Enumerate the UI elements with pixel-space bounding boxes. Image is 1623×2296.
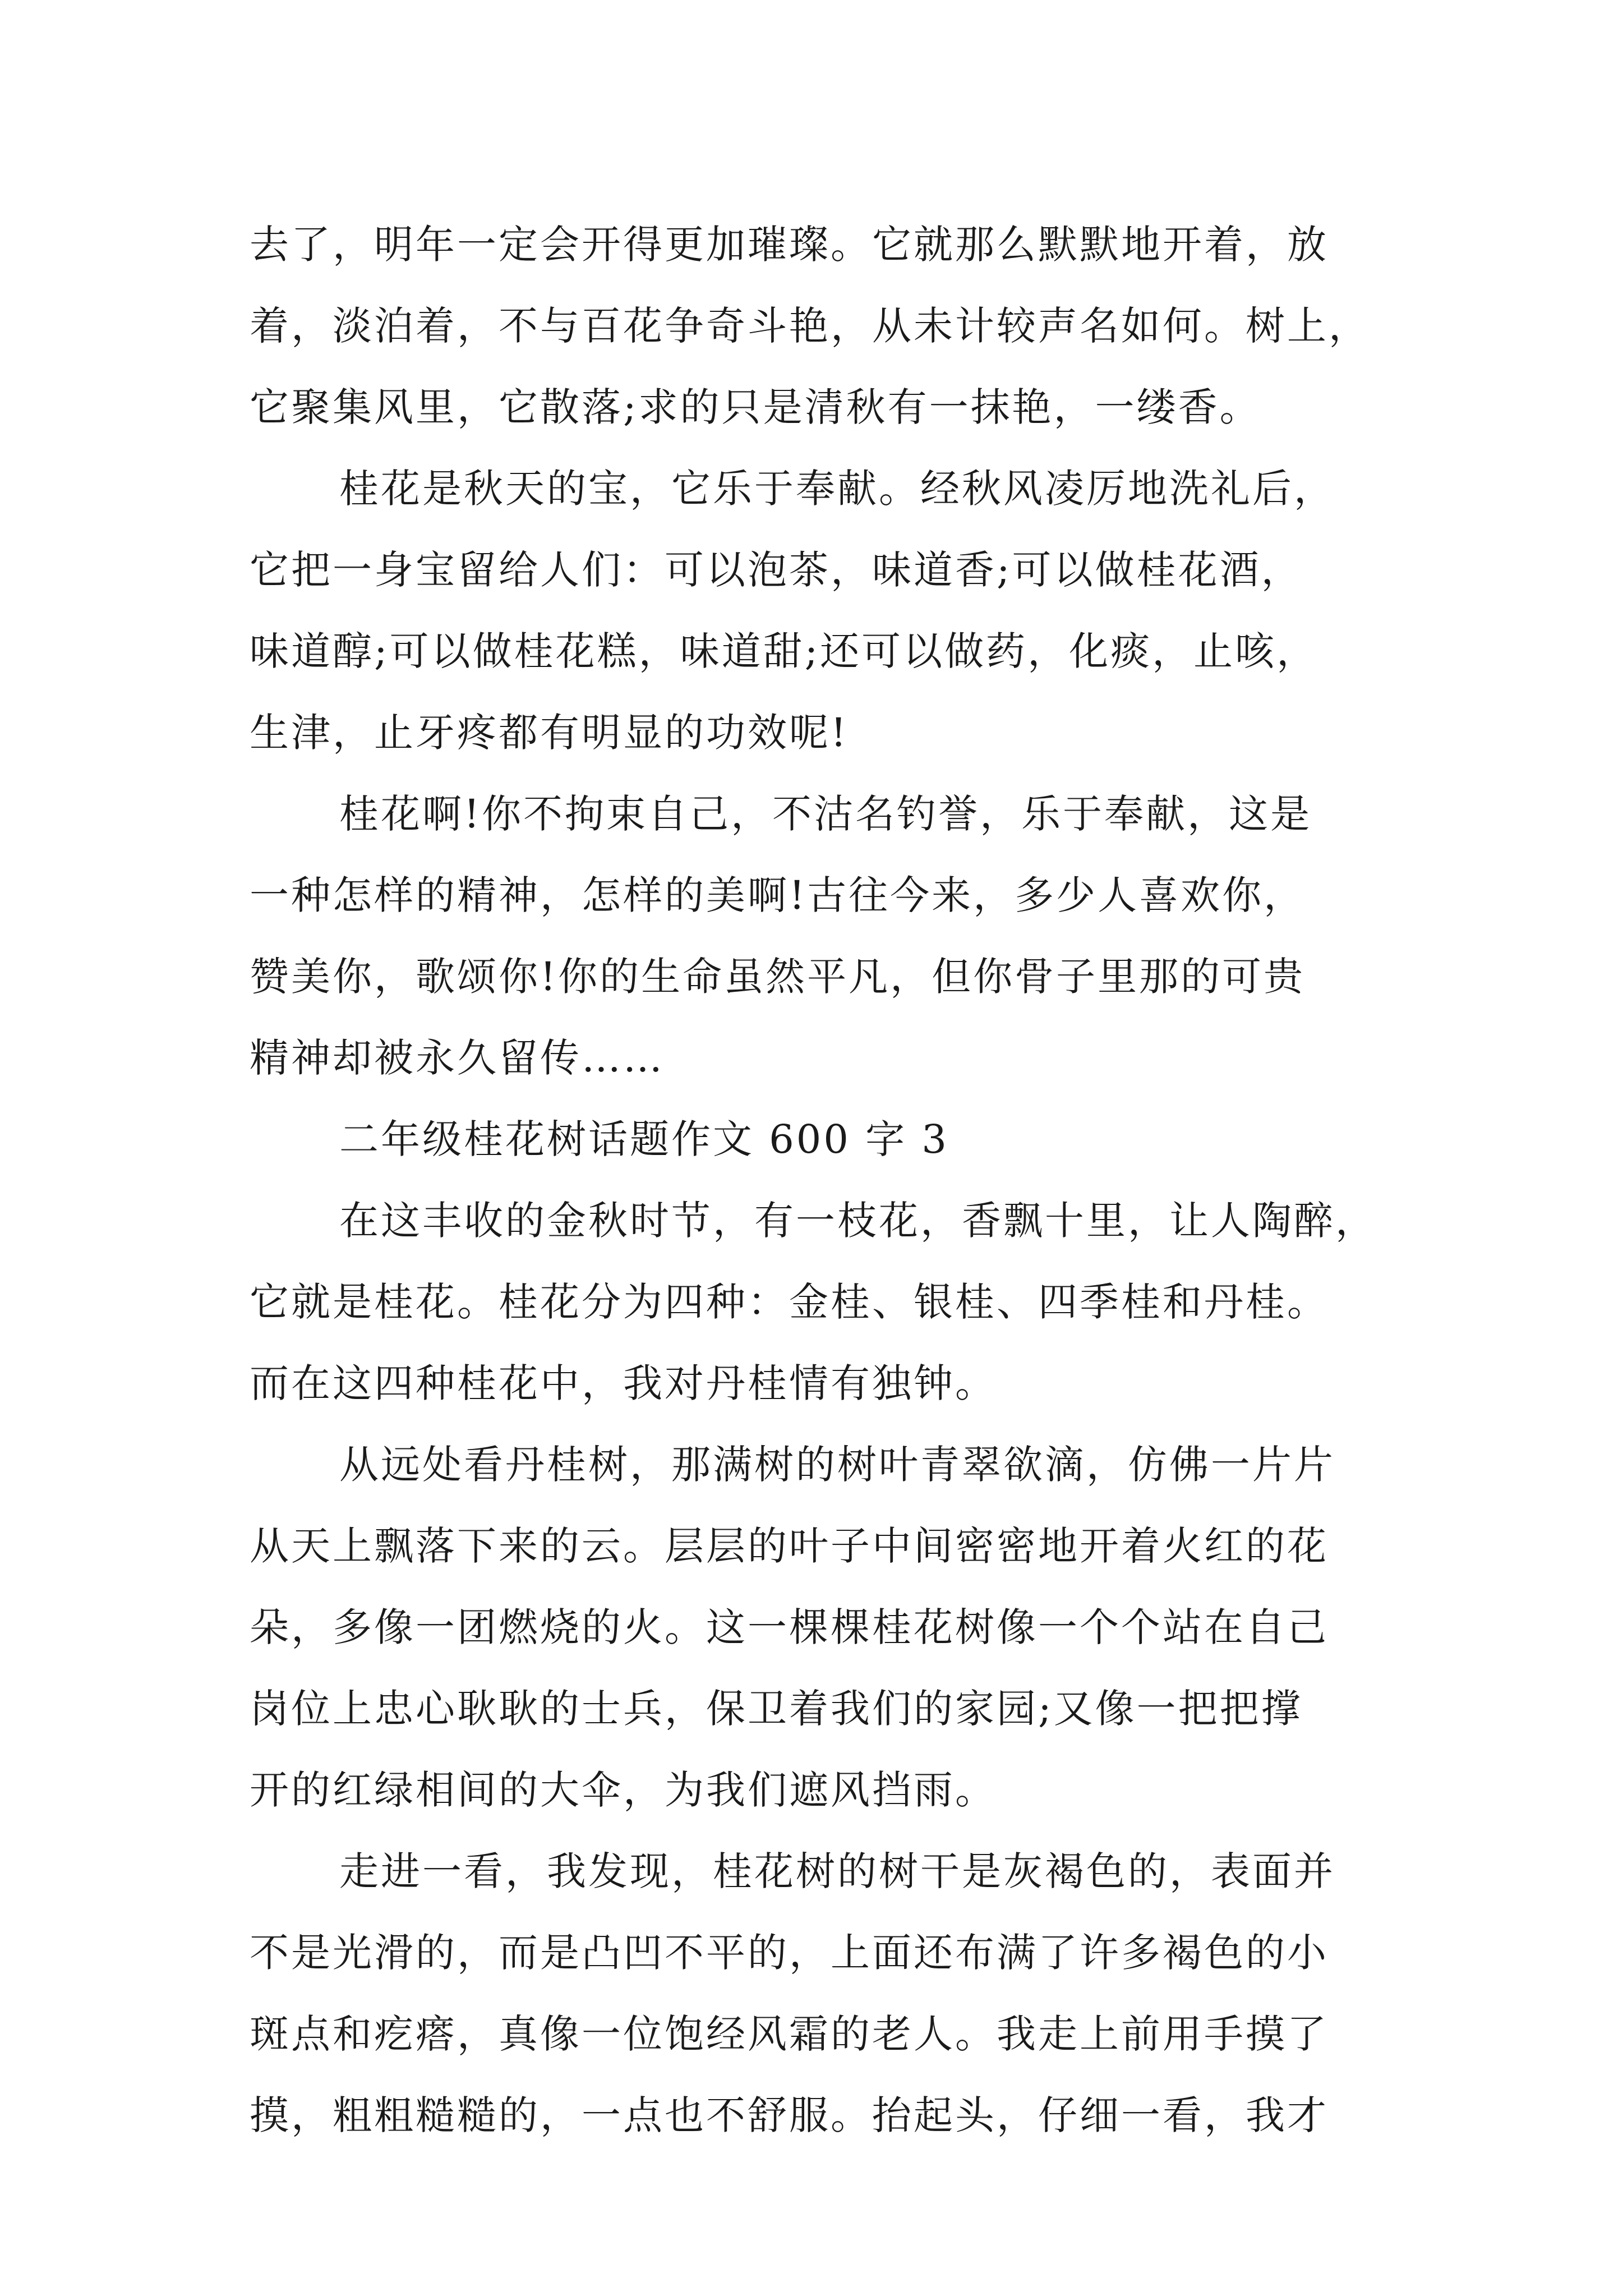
text-line: 不是光滑的，而是凸凹不平的，上面还布满了许多褐色的小 bbox=[250, 1930, 1329, 1976]
paragraph-start-line: 桂花是秋天的宝，它乐于奉献。经秋风凌厉地洗礼后， bbox=[339, 466, 1335, 512]
paragraph-start-line: 桂花啊!你不拘束自己，不沽名钓誉，乐于奉献，这是 bbox=[339, 791, 1312, 837]
text-line: 赞美你，歌颂你!你的生命虽然平凡，但你骨子里那的可贵 bbox=[250, 954, 1306, 1000]
text-line: 它聚集风里，它散落;求的只是清秋有一抹艳，一缕香。 bbox=[250, 384, 1261, 430]
paragraph-start-line: 从远处看丹桂树，那满树的树叶青翠欲滴，仿佛一片片 bbox=[339, 1442, 1335, 1488]
section-heading: 二年级桂花树话题作文 600 字 3 bbox=[339, 1116, 949, 1162]
text-line: 着，淡泊着，不与百花争奇斗艳，从未计较声名如何。树上， bbox=[250, 303, 1370, 349]
text-line: 味道醇;可以做桂花糕，味道甜;还可以做药，化痰，止咳， bbox=[250, 628, 1318, 674]
text-line: 开的红绿相间的大伞，为我们遮风挡雨。 bbox=[250, 1767, 997, 1813]
text-line: 岗位上忠心耿耿的士兵，保卫着我们的家园;又像一把把撑 bbox=[250, 1686, 1303, 1732]
text-line: 朵，多像一团燃烧的火。这一棵棵桂花树像一个个站在自己 bbox=[250, 1604, 1329, 1650]
text-line: 生津，止牙疼都有明显的功效呢! bbox=[250, 710, 849, 756]
text-line: 去了，明年一定会开得更加璀璨。它就那么默默地开着，放 bbox=[250, 222, 1329, 268]
text-line: 从天上飘落下来的云。层层的叶子中间密密地开着火红的花 bbox=[250, 1523, 1329, 1569]
text-line: 斑点和疙瘩，真像一位饱经风霜的老人。我走上前用手摸了 bbox=[250, 2011, 1329, 2057]
text-line: 它把一身宝留给人们：可以泡茶，味道香;可以做桂花酒， bbox=[250, 547, 1303, 593]
paragraph-start-line: 在这丰收的金秋时节，有一枝花，香飘十里，让人陶醉， bbox=[339, 1198, 1377, 1244]
text-line: 而在这四种桂花中，我对丹桂情有独钟。 bbox=[250, 1360, 997, 1406]
text-line: 精神却被永久留传…… bbox=[250, 1035, 665, 1081]
text-line: 它就是桂花。桂花分为四种：金桂、银桂、四季桂和丹桂。 bbox=[250, 1279, 1329, 1325]
paragraph-start-line: 走进一看，我发现，桂花树的树干是灰褐色的，表面并 bbox=[339, 1848, 1335, 1894]
text-line: 摸，粗粗糙糙的，一点也不舒服。抬起头，仔细一看，我才 bbox=[250, 2092, 1329, 2138]
text-line: 一种怎样的精神，怎样的美啊!古往今来，多少人喜欢你， bbox=[250, 872, 1306, 918]
